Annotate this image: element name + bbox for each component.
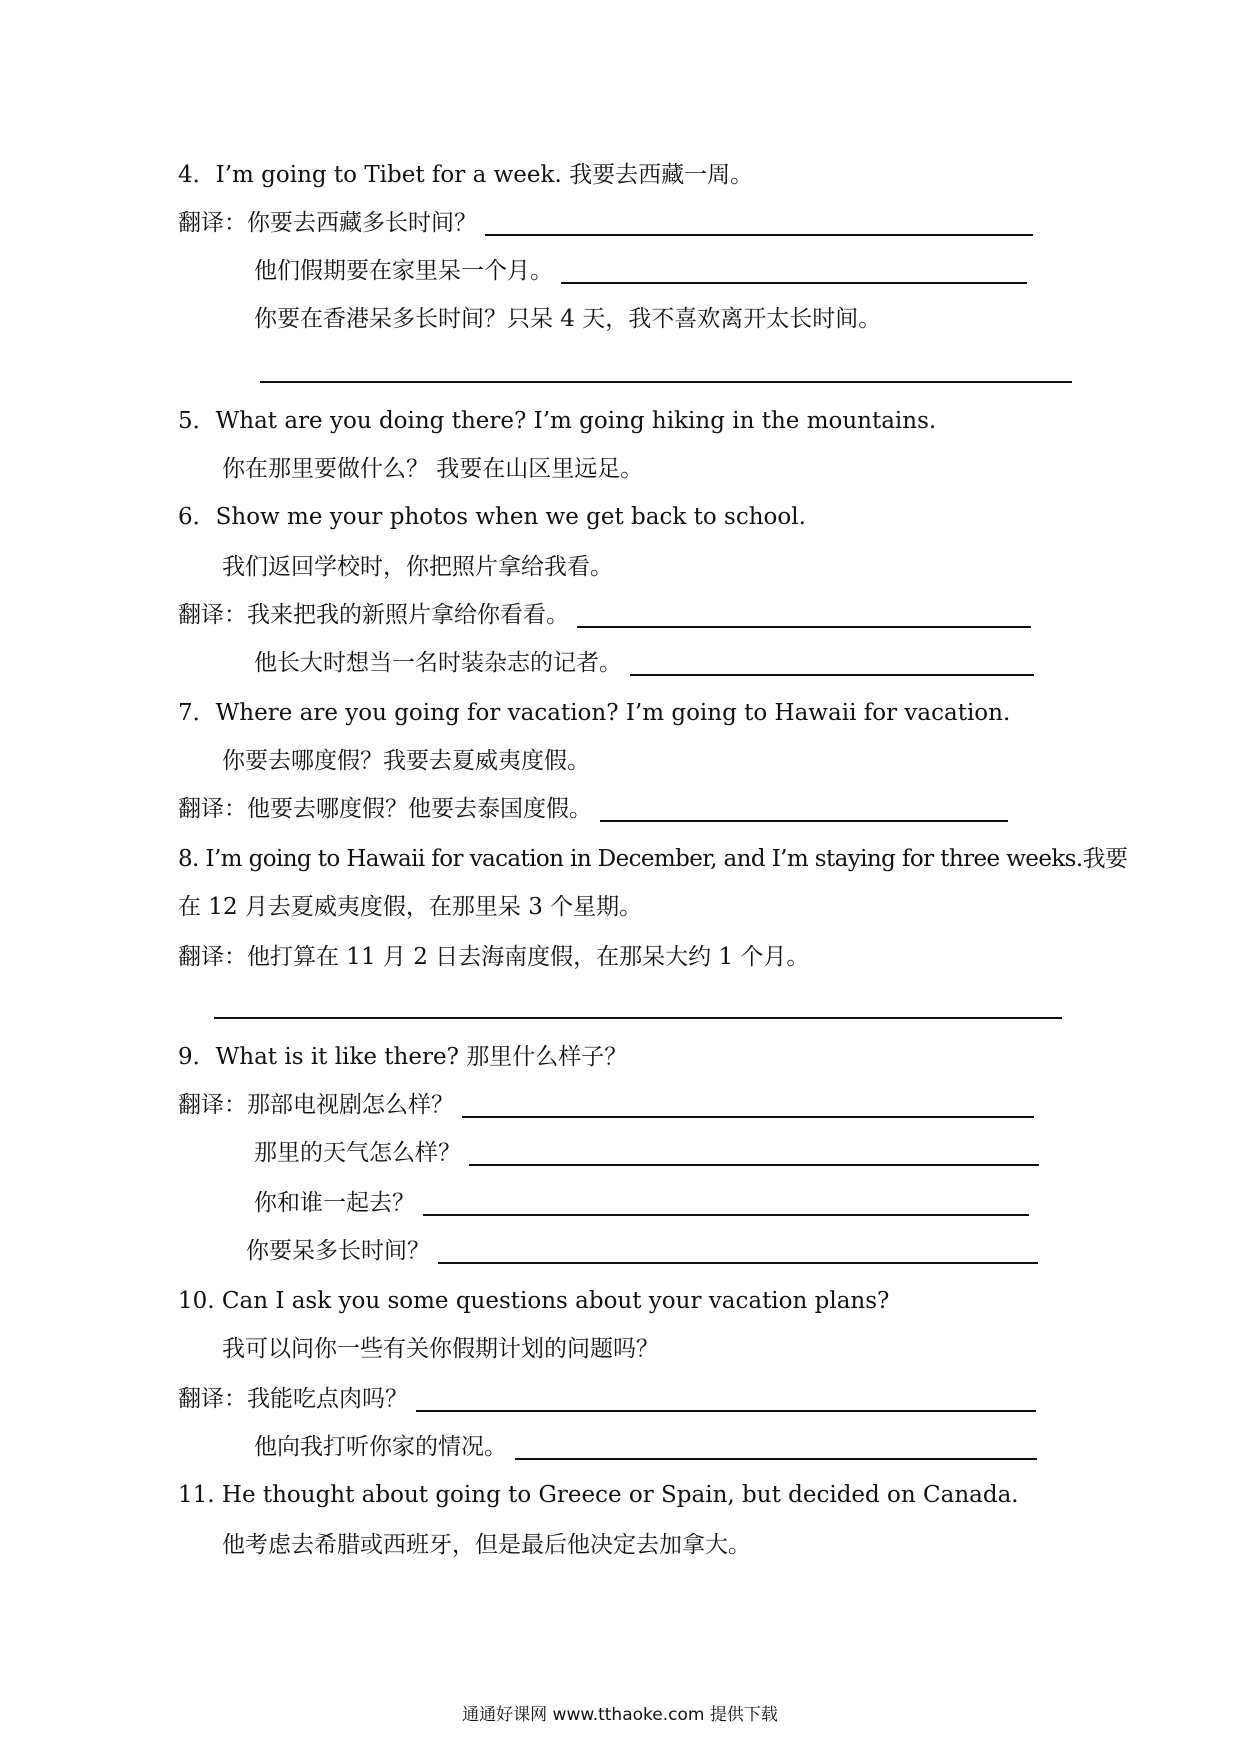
answer-blank[interactable]	[469, 1140, 1039, 1166]
item-9-translation-3: 你和谁一起去？	[254, 1186, 1029, 1220]
item-4-sentence: 4．I’m going to Tibet for a week. 我要去西藏一周。	[178, 162, 754, 188]
item-6-translation-1: 翻译：我来把我的新照片拿给你看看。	[178, 598, 1031, 632]
item-7-sentence: 7．Where are you going for vacation? I’m going to Hawaii for vacation.	[178, 700, 1011, 726]
item-6-translation-2: 他长大时想当一名时装杂志的记者。	[254, 646, 1034, 680]
item-8-translation-1: 翻译：他打算在 11 月 2 日去海南度假，在那呆大约 1 个月。	[178, 944, 810, 970]
answer-blank[interactable]	[577, 602, 1031, 628]
answer-blank[interactable]	[561, 258, 1027, 284]
answer-blank[interactable]	[423, 1190, 1029, 1216]
item-6-sentence: 6．Show me your photos when we get back to school.	[178, 504, 806, 530]
item-4-translation-3: 你要在香港呆多长时间？只呆 4 天，我不喜欢离开太长时间。	[254, 306, 882, 332]
answer-blank[interactable]	[600, 796, 1008, 822]
answer-blank[interactable]	[515, 1434, 1037, 1460]
item-4-translation-2: 他们假期要在家里呆一个月。	[254, 254, 1027, 288]
item-8-sentence: 8. I’m going to Hawaii for vacation in December, and I’m staying for three weeks.我要	[178, 846, 1128, 872]
item-11-chinese: 他考虑去希腊或西班牙，但是最后他决定去加拿大。	[222, 1532, 751, 1558]
item-9-sentence: 9．What is it like there? 那里什么样子？	[178, 1044, 628, 1070]
answer-blank[interactable]	[630, 650, 1034, 676]
answer-blank[interactable]	[462, 1092, 1034, 1118]
page-footer: 通通好课网 www.tthaoke.com 提供下载	[462, 1705, 778, 1725]
answer-blank[interactable]	[485, 210, 1033, 236]
item-9-translation-1: 翻译：那部电视剧怎么样？	[178, 1088, 1034, 1122]
item-9-translation-4: 你要呆多长时间？	[246, 1234, 1038, 1268]
item-10-translation-1: 翻译：我能吃点肉吗？	[178, 1382, 1036, 1416]
item-10-sentence: 10. Can I ask you some questions about your vacation plans?	[178, 1288, 890, 1314]
answer-rule[interactable]	[260, 381, 1072, 383]
answer-blank[interactable]	[416, 1386, 1036, 1412]
item-5-chinese: 你在那里要做什么？ 我要在山区里远足。	[222, 456, 644, 482]
item-7-chinese: 你要去哪度假？我要去夏威夷度假。	[222, 748, 590, 774]
item-8-sentence-continued: 在 12 月去夏威夷度假，在那里呆 3 个星期。	[178, 894, 643, 920]
item-6-chinese: 我们返回学校时，你把照片拿给我看。	[222, 554, 613, 580]
item-9-translation-2: 那里的天气怎么样？	[254, 1136, 1039, 1170]
item-5-sentence: 5．What are you doing there? I’m going hiking in the mountains.	[178, 408, 937, 434]
item-11-sentence: 11. He thought about going to Greece or Spain, but decided on Canada.	[178, 1482, 1019, 1508]
answer-blank[interactable]	[438, 1238, 1038, 1264]
item-10-chinese: 我可以问你一些有关你假期计划的问题吗？	[222, 1336, 659, 1362]
answer-rule[interactable]	[214, 1017, 1062, 1019]
item-4-translation-1: 翻译：你要去西藏多长时间？	[178, 206, 1033, 240]
item-7-translation-1: 翻译：他要去哪度假？他要去泰国度假。	[178, 792, 1008, 826]
item-10-translation-2: 他向我打听你家的情况。	[254, 1430, 1037, 1464]
